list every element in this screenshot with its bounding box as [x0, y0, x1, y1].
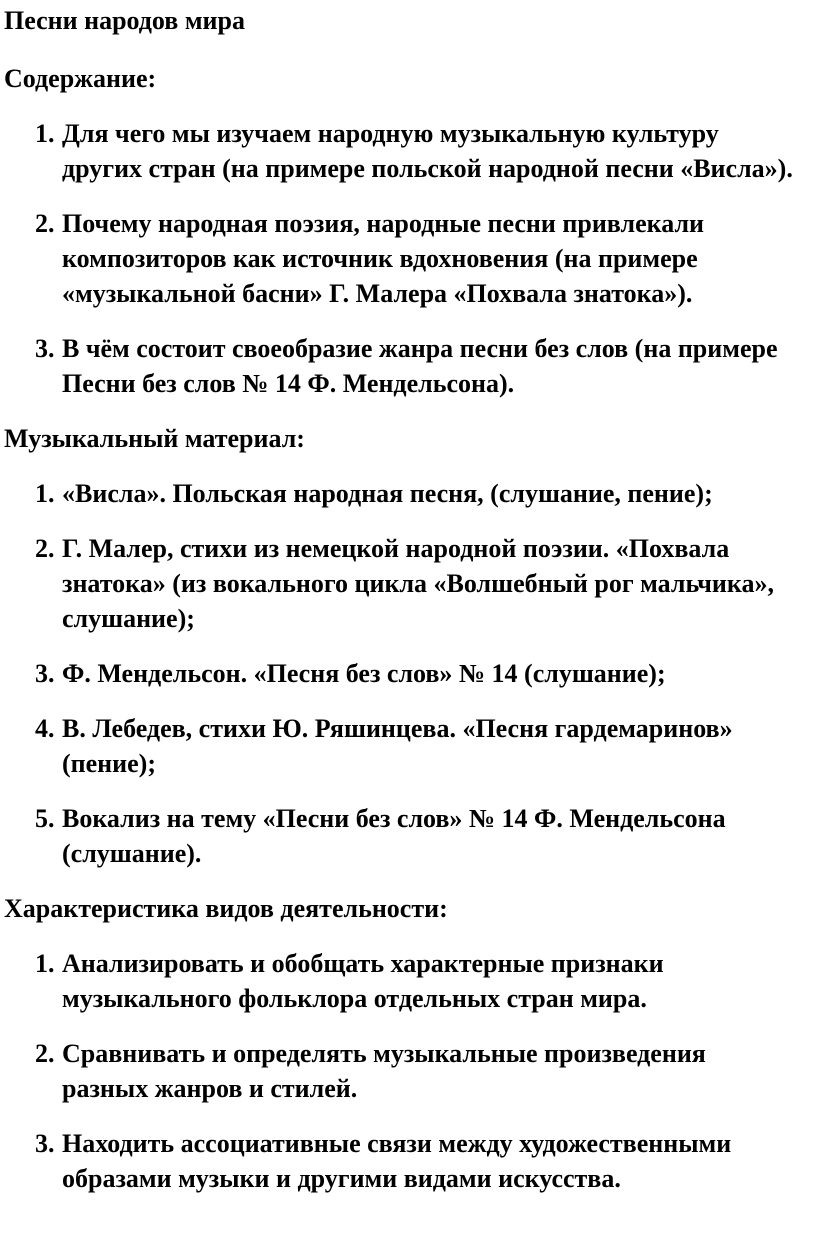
list-item — [4, 116, 796, 186]
list-item — [4, 476, 796, 511]
list-item — [4, 711, 796, 781]
section-music-material — [4, 421, 796, 871]
list-number: 2. — [35, 1039, 55, 1068]
list-item-text: Вокализ на тему «Песни без слов» № 14 Ф. Мендельсона (слушание). — [62, 804, 726, 868]
list-number: 3. — [35, 334, 55, 363]
list-number: 5. — [35, 804, 55, 833]
list-item — [4, 331, 796, 401]
list-number: 1. — [35, 119, 55, 148]
section-heading-music-material: Музыкальный материал: — [4, 424, 305, 453]
list-number: 4. — [35, 714, 55, 743]
section-heading-activities: Характеристика видов деятельности: — [4, 894, 448, 923]
list-item-text: В чём состоит своеобразие жанра песни без слов (на примере Песни без слов № 14 Ф. Мендельсона). — [62, 334, 778, 398]
activities-list — [4, 946, 796, 1196]
list-item-text: Г. Малер, стихи из немецкой народной поэзии. «Похвала знатока» (из вокального цикла «Волшебный рог мальчика», слушание); — [62, 534, 774, 633]
list-item — [4, 531, 796, 636]
list-number: 1. — [35, 949, 55, 978]
section-activities — [4, 891, 796, 1196]
list-number: 2. — [35, 209, 55, 238]
document-title: Песни народов мира — [4, 6, 245, 35]
list-number: 3. — [35, 659, 55, 688]
list-item — [4, 656, 796, 691]
list-item-text: Находить ассоциативные связи между художественными образами музыки и другими видами искусства. — [62, 1129, 732, 1193]
list-item-text: Для чего мы изучаем народную музыкальную культуру других стран (на примере польской народной песни «Висла»). — [62, 119, 793, 183]
list-item-text: Ф. Мендельсон. «Песня без слов» № 14 (слушание); — [62, 659, 666, 688]
section-heading-content: Содержание: — [4, 64, 157, 93]
list-number: 1. — [35, 479, 55, 508]
list-item — [4, 946, 796, 1016]
list-item — [4, 801, 796, 871]
list-item — [4, 1036, 796, 1106]
list-item-text: Почему народная поэзия, народные песни привлекали композиторов как источник вдохновения (на примере «музыкальной басни» Г. Малера «Похвала знатока»). — [62, 209, 705, 308]
list-number: 3. — [35, 1129, 55, 1158]
list-item-text: В. Лебедев, стихи Ю. Ряшинцева. «Песня гардемаринов» (пение); — [62, 714, 733, 778]
list-item-text: Анализировать и обобщать характерные признаки музыкального фольклора отдельных стран мира. — [62, 949, 664, 1013]
music-material-list — [4, 476, 796, 871]
list-number: 2. — [35, 534, 55, 563]
content-list — [4, 116, 796, 401]
list-item — [4, 206, 796, 311]
section-content — [4, 61, 796, 401]
list-item-text: Сравнивать и определять музыкальные произведения разных жанров и стилей. — [62, 1039, 706, 1103]
list-item — [4, 1126, 796, 1196]
list-item-text: «Висла». Польская народная песня, (слушание, пение); — [62, 479, 713, 508]
